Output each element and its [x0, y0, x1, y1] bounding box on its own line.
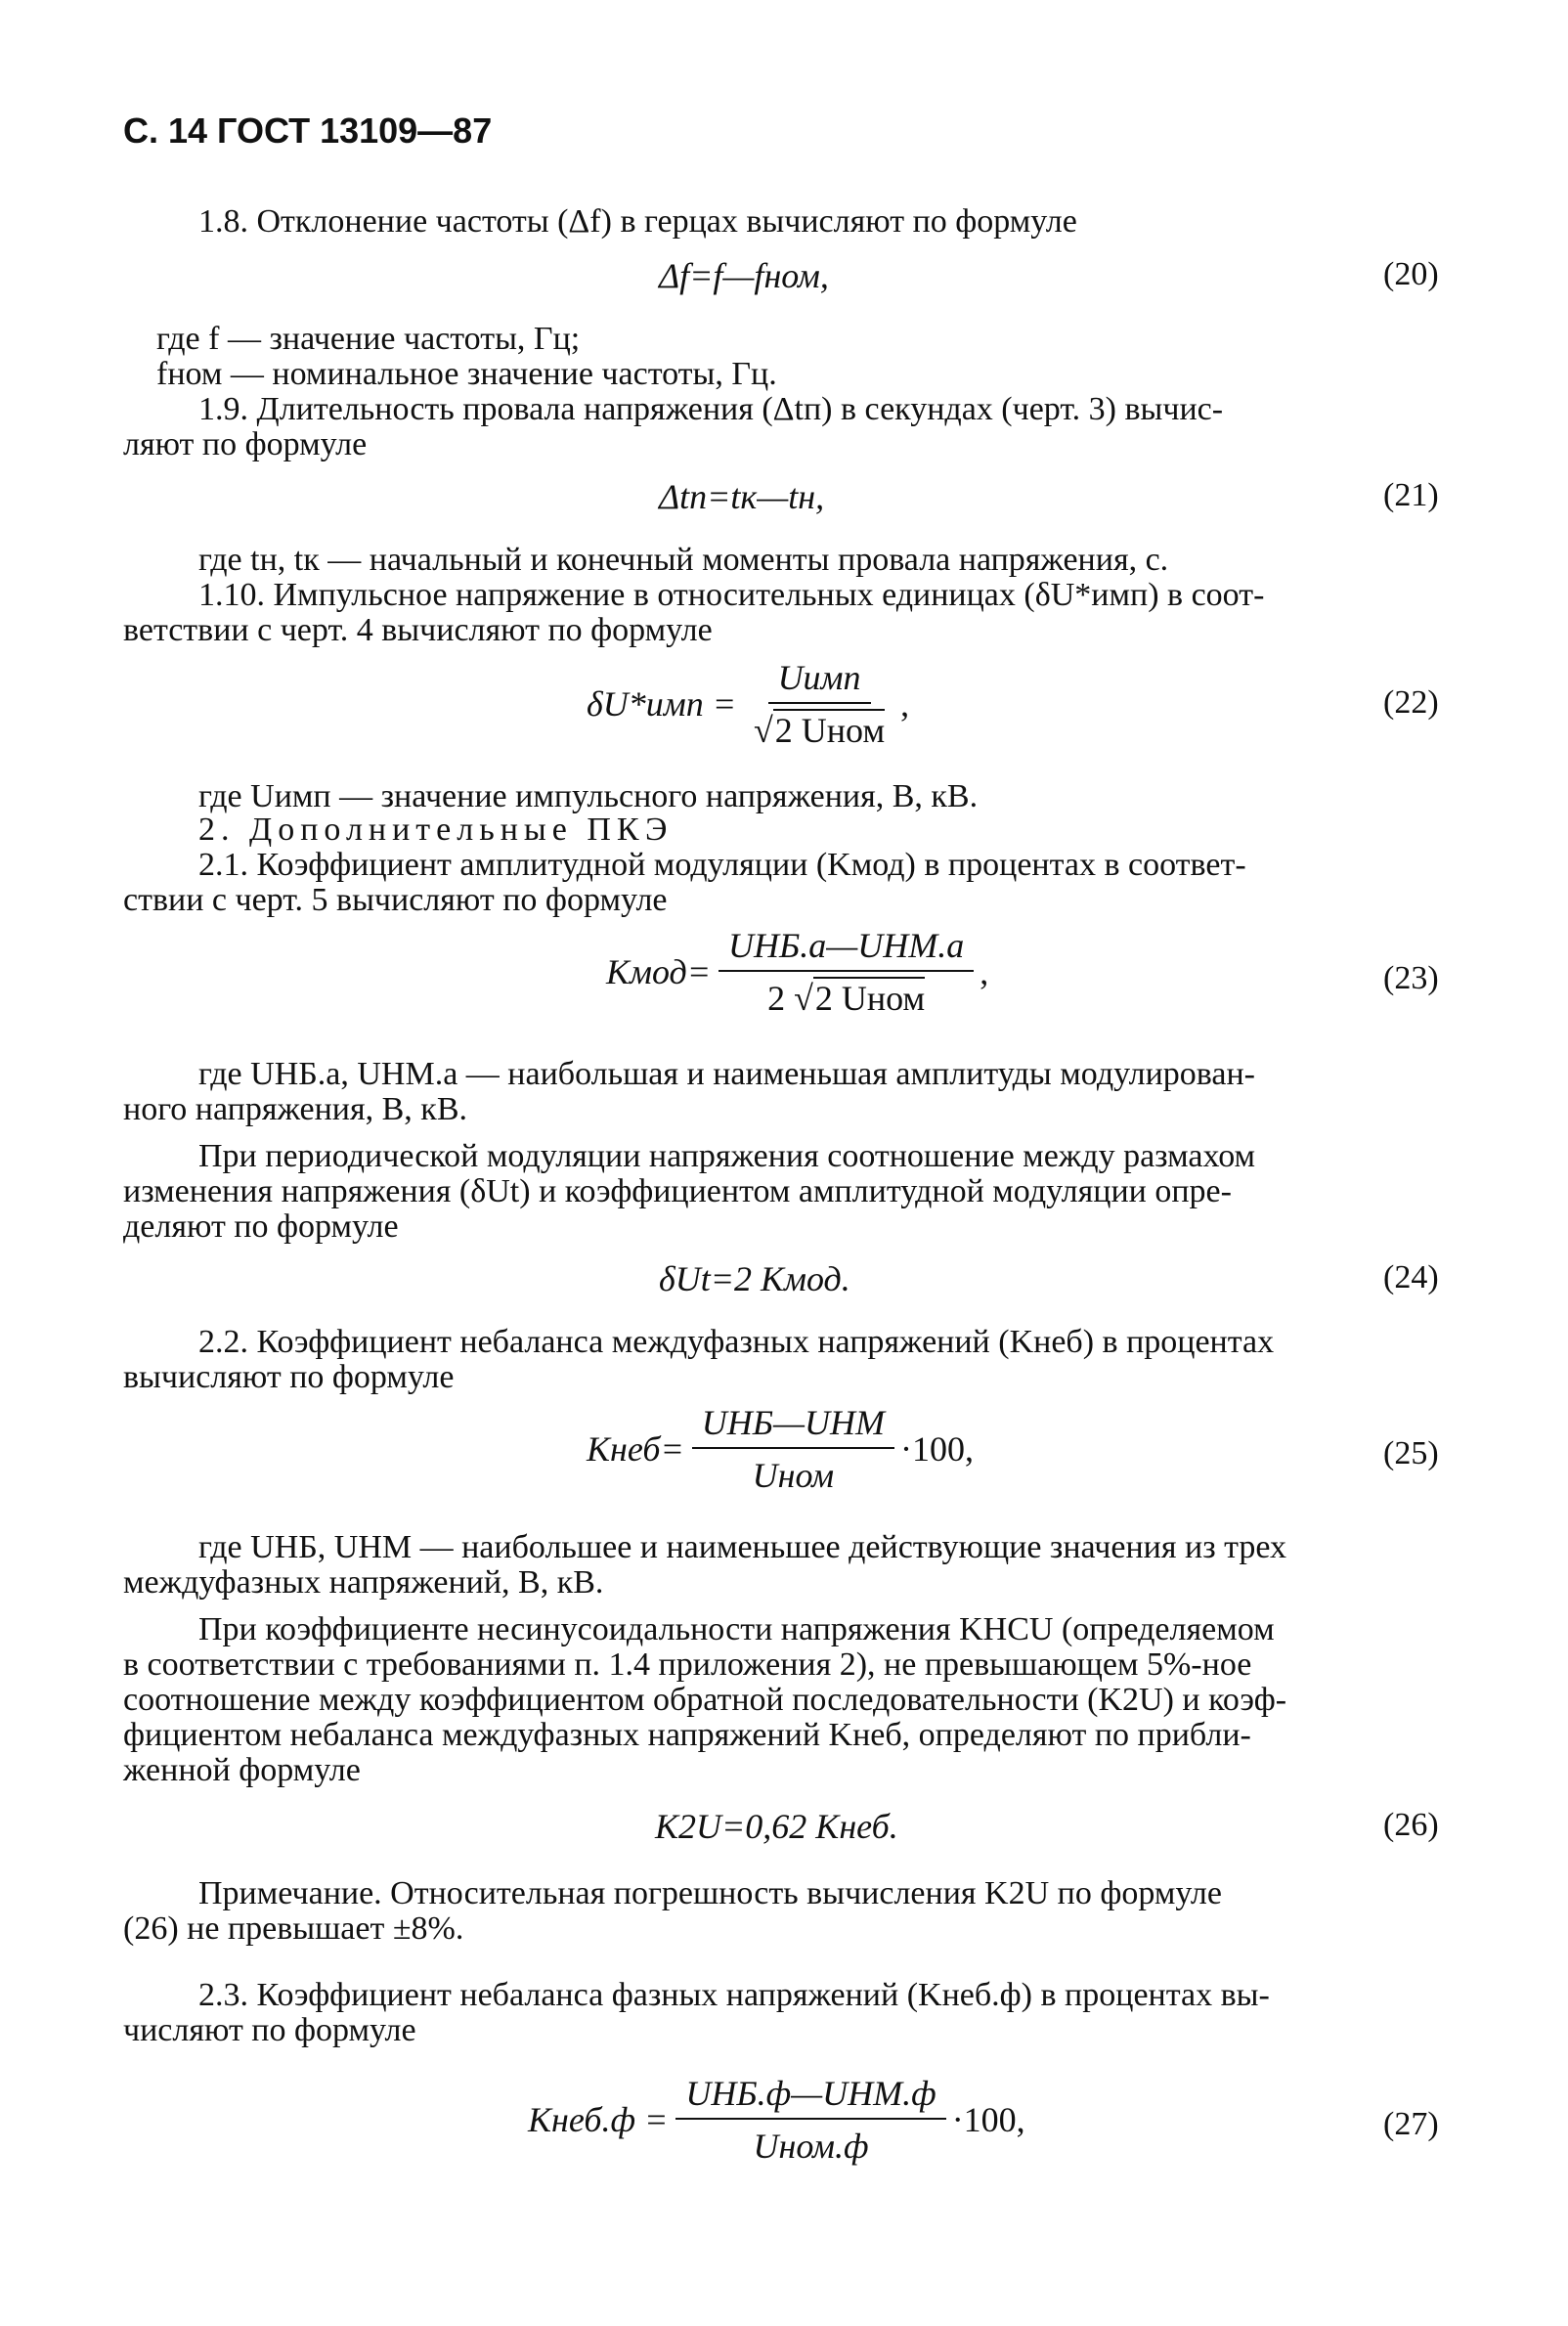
text-line: fном — номинальное значение частоты, Гц.	[156, 356, 777, 392]
formula-23-numerator: UНБ.а—UНМ.а	[719, 925, 974, 972]
text-line: вычисляют по формуле	[123, 1359, 455, 1395]
section-heading: 2. Дополнительные ПКЭ	[198, 812, 674, 848]
text-line: ного напряжения, В, кВ.	[123, 1091, 468, 1127]
formula-number-21: (21)	[1383, 477, 1439, 513]
formula-number-26: (26)	[1383, 1807, 1439, 1843]
formula-25-numerator: UНБ—UНМ	[692, 1402, 894, 1449]
formula-22-denominator	[744, 704, 894, 751]
formula-25-rhs: ·100,	[900, 1429, 975, 1469]
text-line: в соответствии с требованиями п. 1.4 приложения 2), не превышающем 5%-ное	[123, 1646, 1252, 1683]
formula-22-radicand: 2 Uном	[774, 711, 886, 750]
formula-25-fraction	[692, 1402, 894, 1496]
formula-number-20: (20)	[1383, 256, 1439, 292]
formula-23-radicand: 2 Uном	[814, 979, 926, 1018]
formula-23	[606, 925, 988, 1019]
formula-27-numerator: UНБ.ф—UНМ.ф	[675, 2073, 945, 2120]
formula-25	[587, 1402, 974, 1496]
text-line: 2.2. Коэффициент небаланса междуфазных напряжений (Kнеб) в процентах	[198, 1324, 1275, 1360]
sqrt-symbol: √	[754, 711, 773, 750]
formula-23-fraction	[719, 925, 974, 1019]
text-line: 1.9. Длительность провала напряжения (Δtп) в секундах (черт. 3) вычис-	[198, 391, 1224, 427]
text-line: междуфазных напряжений, В, кВ.	[123, 1564, 604, 1601]
formula-27	[528, 2073, 1025, 2167]
text-line: изменения напряжения (δUt) и коэффициентом амплитудной модуляции опре-	[123, 1173, 1232, 1209]
text-line: 1.8. Отклонение частоты (Δf) в герцах вычисляют по формуле	[198, 203, 1077, 240]
text-line: где tн, tк — начальный и конечный моменты провала напряжения, с.	[198, 542, 1169, 578]
text-line: 2.3. Коэффициент небаланса фазных напряжений (Kнеб.ф) в процентах вы-	[198, 1977, 1270, 2013]
formula-number-24: (24)	[1383, 1259, 1439, 1295]
formula-number-25: (25)	[1383, 1435, 1439, 1471]
formula-23-denominator	[758, 972, 935, 1019]
text-line: 1.10. Импульсное напряжение в относительных единицах (δU*имп) в соот-	[198, 577, 1265, 613]
text-line: где f — значение частоты, Гц;	[156, 321, 581, 357]
note-line: Примечание. Относительная погрешность вычисления K2U по формуле	[198, 1875, 1222, 1911]
page-header: С. 14 ГОСТ 13109—87	[123, 110, 493, 151]
text-line: где UНБ.а, UНМ.а — наибольшая и наименьшая амплитуды модулирован-	[198, 1056, 1255, 1092]
text-line: где Uимп — значение импульсного напряжения, В, кВ.	[198, 778, 979, 814]
formula-27-fraction	[675, 2073, 945, 2167]
sqrt-symbol: √	[794, 979, 813, 1018]
formula-22-rhs: ,	[900, 684, 910, 724]
formula-20: Δf=f—fном,	[659, 256, 829, 295]
formula-23-rhs: ,	[980, 952, 989, 991]
text-line: ветствии с черт. 4 вычисляют по формуле	[123, 612, 713, 648]
text-line: фициентом небаланса междуфазных напряжений Kнеб, определяют по прибли-	[123, 1717, 1251, 1753]
formula-23-coefficient: 2	[767, 979, 786, 1018]
text-line: ляют по формуле	[123, 426, 368, 462]
formula-number-23: (23)	[1383, 960, 1439, 996]
formula-22	[587, 657, 909, 751]
formula-22-fraction	[744, 657, 894, 751]
formula-25-denominator: Uном	[752, 1456, 835, 1495]
formula-27-lhs: Kнеб.ф =	[528, 2100, 669, 2139]
formula-27-denominator: Uном.ф	[753, 2127, 869, 2166]
formula-21: Δtп=tк—tн,	[659, 477, 825, 516]
formula-26: K2U=0,62 Kнеб.	[655, 1807, 898, 1846]
formula-22-lhs: δU*имп =	[587, 684, 736, 724]
text-line: женной формуле	[123, 1752, 361, 1788]
formula-25-lhs: Kнеб=	[587, 1429, 684, 1469]
formula-number-27: (27)	[1383, 2106, 1439, 2142]
formula-24: δUt=2 Kмод.	[659, 1259, 850, 1298]
formula-27-rhs: ·100,	[951, 2100, 1025, 2139]
formula-23-lhs: Kмод=	[606, 952, 712, 991]
text-line: 2.1. Коэффициент амплитудной модуляции (Kмод) в процентах в соответ-	[198, 847, 1246, 883]
note-line: (26) не превышает ±8%.	[123, 1910, 464, 1947]
text-line: соотношение между коэффициентом обратной последовательности (K2U) и коэф-	[123, 1682, 1287, 1718]
text-line: где UНБ, UНМ — наибольшее и наименьшее действующие значения из трех	[198, 1529, 1287, 1565]
text-line: деляют по формуле	[123, 1208, 399, 1245]
text-line: При периодической модуляции напряжения соотношение между размахом	[198, 1138, 1256, 1174]
text-line: ствии с черт. 5 вычисляют по формуле	[123, 882, 668, 918]
formula-22-numerator: Uимп	[768, 657, 871, 704]
text-line: числяют по формуле	[123, 2012, 416, 2048]
formula-number-22: (22)	[1383, 684, 1439, 721]
text-line: При коэффициенте несинусоидальности напряжения KНСU (определяемом	[198, 1611, 1275, 1647]
